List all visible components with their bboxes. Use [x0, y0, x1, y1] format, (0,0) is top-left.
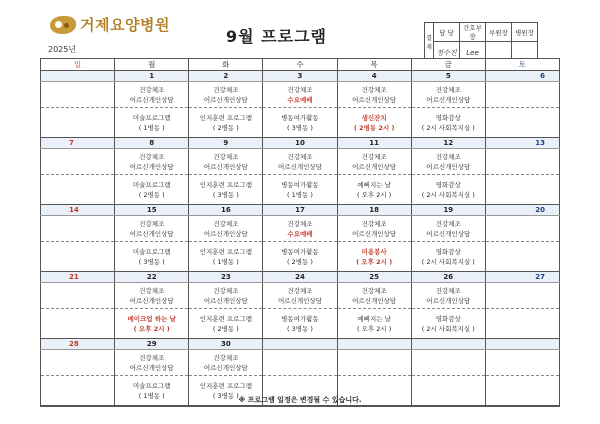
morning-program-cell [41, 82, 115, 108]
program-text: 미술프로그램 [132, 180, 171, 189]
program-text: 생신잔치 [361, 113, 387, 122]
date-cell-thu: 18 [337, 205, 411, 216]
morning-row [41, 216, 560, 242]
date-cell-sun: 28 [41, 339, 115, 350]
program-text: 미술프로그램 [132, 113, 171, 122]
program-text: 영화감상 [435, 180, 461, 189]
afternoon-row [41, 309, 560, 339]
program-text: ( 오후 2시 ) [133, 324, 170, 333]
program-text: ( 오후 2시 ) [357, 190, 392, 199]
approval-header-nursing-director: 간호부장 [460, 23, 486, 42]
afternoon-program-cell [411, 242, 485, 272]
program-text: 건강체조 [213, 85, 239, 94]
program-text: 어르신개인상담 [129, 162, 174, 171]
morning-program-cell [41, 149, 115, 175]
date-row [41, 272, 560, 283]
program-text: 어르신개인상담 [129, 95, 174, 104]
program-text: 건강체조 [361, 219, 387, 228]
date-cell-wed: 24 [263, 272, 337, 283]
date-cell-fri: 19 [411, 205, 485, 216]
morning-row [41, 149, 560, 175]
program-text: 영화감상 [435, 314, 461, 323]
date-cell-sun: 14 [41, 205, 115, 216]
morning-program-cell [189, 283, 263, 309]
program-text: 병동여가활동 [281, 314, 319, 323]
program-text: 어르신개인상담 [203, 162, 248, 171]
logo-icon [50, 16, 76, 34]
morning-program-cell [485, 283, 559, 309]
date-cell-mon: 8 [115, 138, 189, 149]
morning-program-cell [115, 216, 189, 242]
schedule-notice: ※ 프로그램 일정은 변경될 수 있습니다. [40, 394, 560, 407]
date-cell-mon: 22 [115, 272, 189, 283]
afternoon-program-cell [411, 309, 485, 339]
program-text: ( 1병동 ) [287, 190, 313, 199]
program-text: ( 3병동 ) [287, 324, 313, 333]
date-cell-tue: 9 [189, 138, 263, 149]
program-text: 어르신개인상담 [129, 296, 174, 305]
morning-program-cell [485, 350, 559, 376]
afternoon-program-cell [411, 175, 485, 205]
morning-program-cell [337, 82, 411, 108]
program-text: 건강체조 [435, 152, 461, 161]
program-text: 인지훈련 프로그램 [199, 381, 252, 390]
date-row [41, 205, 560, 216]
date-cell-fri: 12 [411, 138, 485, 149]
morning-program-cell [485, 216, 559, 242]
afternoon-row [41, 242, 560, 272]
program-text: 병동여가활동 [281, 247, 319, 256]
date-cell-sat: 20 [485, 205, 559, 216]
program-text: ( 오후 2시 ) [356, 257, 393, 266]
program-text: 어르신개인상담 [352, 296, 397, 305]
morning-program-cell [411, 149, 485, 175]
date-cell-wed: 17 [263, 205, 337, 216]
morning-program-cell [411, 283, 485, 309]
program-text: 병동여가활동 [281, 180, 319, 189]
year-label: 2025년 [48, 45, 77, 54]
date-cell-tue: 2 [189, 71, 263, 82]
hospital-logo [50, 14, 170, 35]
program-text: ( 2시 사회복지실 ) [421, 257, 475, 266]
program-text: 인지훈련 프로그램 [199, 113, 252, 122]
weekday-header-row [41, 59, 560, 71]
date-cell-sat: 27 [485, 272, 559, 283]
morning-program-cell [337, 350, 411, 376]
morning-program-cell [115, 283, 189, 309]
weekday-sun: 일 [41, 59, 115, 71]
program-text: 건강체조 [287, 286, 313, 295]
program-text: ( 2병동 ) [287, 257, 313, 266]
date-cell-fri: 26 [411, 272, 485, 283]
date-cell-sun: 7 [41, 138, 115, 149]
date-cell-mon: 1 [115, 71, 189, 82]
program-text: 건강체조 [139, 152, 165, 161]
program-text: ( 2시 사회복지실 ) [421, 324, 475, 333]
program-text: 건강체조 [287, 219, 313, 228]
program-text: 어르신개인상담 [203, 363, 248, 372]
afternoon-program-cell [337, 242, 411, 272]
date-row [41, 71, 560, 82]
program-text: 건강체조 [361, 152, 387, 161]
program-text: 어르신개인상담 [129, 229, 174, 238]
program-text: ( 1병동 ) [138, 391, 165, 400]
program-text: 건강체조 [287, 85, 313, 94]
date-cell-tue: 16 [189, 205, 263, 216]
program-text: ( 2병동 ) [212, 324, 239, 333]
program-text: ( 3병동 ) [138, 257, 165, 266]
program-text: 예뻐지는 날 [357, 314, 391, 323]
date-cell-sat [485, 339, 559, 350]
date-cell-thu: 11 [337, 138, 411, 149]
date-cell-fri: 5 [411, 71, 485, 82]
program-text: 영화감상 [435, 113, 461, 122]
program-text: 어르신개인상담 [352, 229, 397, 238]
program-text: 어르신개인상담 [426, 162, 471, 171]
afternoon-program-cell [485, 242, 559, 272]
hospital-name: 거제요양병원 [80, 16, 170, 34]
program-text: ( 3병동 ) [212, 190, 239, 199]
program-text: 어르신개인상담 [203, 95, 248, 104]
date-cell-thu [337, 339, 411, 350]
afternoon-program-cell [337, 309, 411, 339]
morning-program-cell [263, 283, 337, 309]
program-text: ( 2시 사회복지실 ) [421, 123, 475, 132]
morning-row [41, 283, 560, 309]
afternoon-program-cell [485, 108, 559, 138]
page-title: 9월 프로그램 [226, 27, 327, 46]
program-text: 인지훈련 프로그램 [199, 314, 252, 323]
program-text: 수요예배 [287, 95, 313, 104]
morning-row [41, 350, 560, 376]
afternoon-program-cell [41, 108, 115, 138]
morning-program-cell [411, 350, 485, 376]
approval-header-staff: 담 당 [434, 23, 460, 42]
program-text: ( 오후 2시 ) [357, 324, 392, 333]
date-cell-wed: 10 [263, 138, 337, 149]
date-row [41, 138, 560, 149]
morning-program-cell [485, 149, 559, 175]
program-text: 건강체조 [213, 219, 239, 228]
program-text: 건강체조 [139, 286, 165, 295]
morning-program-cell [189, 82, 263, 108]
program-text: ( 2병동 2시 ) [353, 123, 395, 132]
program-text: 예뻐지는 날 [357, 180, 391, 189]
morning-program-cell [263, 82, 337, 108]
program-text: 어르신개인상담 [426, 229, 471, 238]
morning-program-cell [189, 149, 263, 175]
program-text: 어르신개인상담 [278, 162, 322, 171]
calendar-table [40, 58, 560, 406]
morning-program-cell [41, 283, 115, 309]
program-text: ( 2시 사회복지실 ) [421, 190, 475, 199]
morning-program-cell [411, 82, 485, 108]
afternoon-program-cell [485, 175, 559, 205]
program-text: 건강체조 [213, 353, 239, 362]
program-text: 건강체조 [213, 152, 239, 161]
morning-program-cell [115, 350, 189, 376]
afternoon-program-cell [263, 175, 337, 205]
morning-program-cell [115, 149, 189, 175]
date-cell-tue: 30 [189, 339, 263, 350]
program-text: 어르신개인상담 [129, 363, 174, 372]
date-cell-fri [411, 339, 485, 350]
date-cell-mon: 29 [115, 339, 189, 350]
program-text: 어르신개인상담 [426, 296, 471, 305]
signature-staff: 정수진 [434, 42, 460, 64]
morning-program-cell [263, 350, 337, 376]
program-text: 건강체조 [435, 286, 461, 295]
program-text: 병동여가활동 [281, 113, 319, 122]
date-cell-thu: 4 [337, 71, 411, 82]
afternoon-program-cell [115, 242, 189, 272]
program-text: ( 2병동 ) [212, 123, 239, 132]
afternoon-program-cell [263, 242, 337, 272]
morning-program-cell [115, 82, 189, 108]
program-text: 건강체조 [139, 85, 165, 94]
date-cell-sun [41, 71, 115, 82]
weekday-sat: 토 [485, 59, 559, 71]
program-text: 건강체조 [213, 286, 239, 295]
program-text: ( 3병동 ) [212, 391, 239, 400]
program-text: 수요예배 [287, 229, 313, 238]
afternoon-program-cell [115, 108, 189, 138]
afternoon-program-cell [189, 108, 263, 138]
weekday-mon: 월 [115, 59, 189, 71]
morning-program-cell [263, 216, 337, 242]
program-text: 건강체조 [361, 286, 387, 295]
date-cell-sat: 6 [485, 71, 559, 82]
approval-header-vice-director: 부원장 [486, 23, 512, 42]
afternoon-program-cell [337, 175, 411, 205]
program-text: 건강체조 [435, 85, 461, 94]
program-text: ( 2병동 ) [138, 190, 165, 199]
program-text: 어르신개인상담 [352, 95, 397, 104]
program-text: ( 3병동 ) [287, 123, 313, 132]
morning-row [41, 82, 560, 108]
program-text: ( 1병동 ) [212, 257, 239, 266]
afternoon-program-cell [189, 242, 263, 272]
morning-program-cell [337, 216, 411, 242]
program-text: 인지훈련 프로그램 [199, 180, 252, 189]
morning-program-cell [41, 216, 115, 242]
morning-program-cell [485, 82, 559, 108]
afternoon-row [41, 175, 560, 205]
program-text: 어르신개인상담 [203, 229, 248, 238]
date-cell-thu: 25 [337, 272, 411, 283]
program-text: 메이크업 하는 날 [127, 314, 176, 323]
approval-side-label: 결 재 [425, 23, 434, 64]
program-text: 건강체조 [361, 85, 387, 94]
program-text: 인지훈련 프로그램 [199, 247, 252, 256]
program-text: 어르신개인상담 [352, 162, 397, 171]
date-row [41, 339, 560, 350]
weekday-tue: 화 [189, 59, 263, 71]
morning-program-cell [337, 283, 411, 309]
program-text: 건강체조 [139, 353, 165, 362]
morning-program-cell [41, 350, 115, 376]
weekday-wed: 수 [263, 59, 337, 71]
weekday-thu: 목 [337, 59, 411, 71]
program-text: 건강체조 [287, 152, 313, 161]
morning-program-cell [337, 149, 411, 175]
afternoon-program-cell [41, 175, 115, 205]
afternoon-program-cell [41, 242, 115, 272]
afternoon-program-cell [41, 309, 115, 339]
page-header [0, 0, 600, 58]
afternoon-program-cell [411, 108, 485, 138]
signature-nursing-director: Lee [460, 42, 486, 64]
program-text: 어르신개인상담 [278, 296, 322, 305]
morning-program-cell [263, 149, 337, 175]
program-text: 건강체조 [435, 219, 461, 228]
afternoon-row [41, 108, 560, 138]
program-text: 건강체조 [139, 219, 165, 228]
morning-program-cell [189, 216, 263, 242]
afternoon-program-cell [115, 309, 189, 339]
program-text: 미술프로그램 [132, 381, 171, 390]
morning-program-cell [411, 216, 485, 242]
afternoon-program-cell [485, 309, 559, 339]
afternoon-program-cell [189, 309, 263, 339]
program-text: 어르신개인상담 [426, 95, 471, 104]
date-cell-wed: 3 [263, 71, 337, 82]
afternoon-program-cell [337, 108, 411, 138]
date-cell-sun: 21 [41, 272, 115, 283]
date-cell-sat: 13 [485, 138, 559, 149]
afternoon-program-cell [189, 175, 263, 205]
program-text: 영화감상 [435, 247, 461, 256]
approval-header-director: 병원장 [512, 23, 538, 42]
afternoon-program-cell [263, 108, 337, 138]
program-text: 어르신개인상담 [203, 296, 248, 305]
program-text: 미용봉사 [361, 247, 387, 256]
afternoon-program-cell [263, 309, 337, 339]
date-cell-wed [263, 339, 337, 350]
morning-program-cell [189, 350, 263, 376]
program-text: ( 1병동 ) [138, 123, 165, 132]
date-cell-mon: 15 [115, 205, 189, 216]
weekday-fri: 금 [411, 59, 485, 71]
program-text: 미술프로그램 [132, 247, 171, 256]
afternoon-program-cell [115, 175, 189, 205]
date-cell-tue: 23 [189, 272, 263, 283]
